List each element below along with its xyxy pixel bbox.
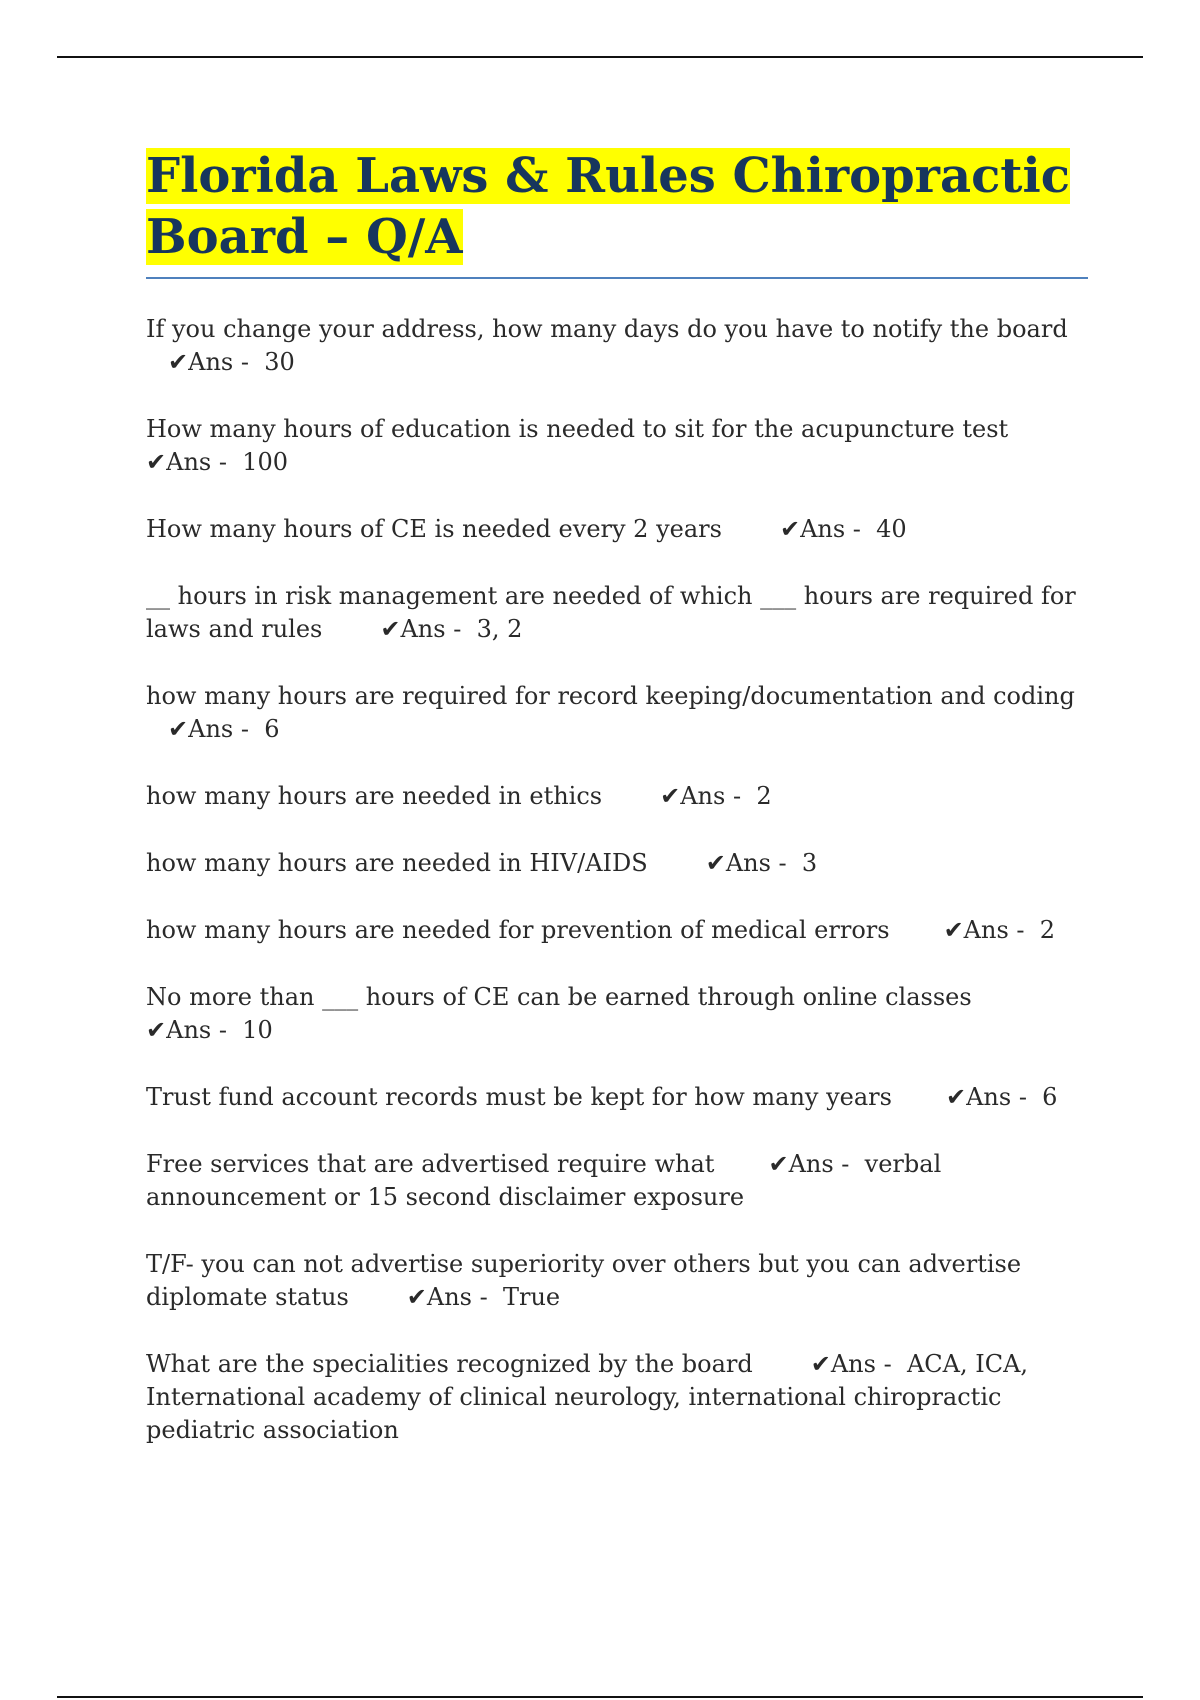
question-text: how many hours are required for record keeping/documentation and coding	[146, 682, 1075, 710]
question-text: __ hours in risk management are needed of which ___ hours are required for laws and rules	[146, 582, 1076, 643]
answer-text: ✔Ans - 30	[168, 348, 295, 376]
question-text: how many hours are needed in HIV/AIDS	[146, 849, 648, 877]
qa-item	[146, 513, 1088, 546]
qa-item	[146, 914, 1088, 947]
answer-text: ✔Ans - 2	[660, 782, 772, 810]
answer-text: ✔Ans - 3, 2	[380, 615, 523, 643]
answer-text: ✔Ans - verbal announcement or 15 second disclaimer exposure	[146, 1150, 949, 1211]
qa-item	[146, 580, 1088, 646]
answer-text: ✔Ans - 40	[779, 515, 907, 543]
qa-item	[146, 680, 1088, 746]
question-text: how many hours are needed for prevention of medical errors	[146, 916, 890, 944]
qa-item	[146, 313, 1088, 379]
page-title	[146, 146, 1088, 268]
answer-text: ✔Ans - 3	[705, 849, 818, 877]
question-text: What are the specialities recognized by the board	[146, 1350, 753, 1378]
qa-item	[146, 413, 1088, 479]
answer-text: ✔Ans - 6	[168, 715, 280, 743]
answer-text: ✔Ans - 2	[943, 916, 1056, 944]
top-rule	[57, 56, 1143, 58]
title-highlight: Florida Laws & Rules Chiropractic Board – Q/A	[146, 148, 1070, 265]
answer-text: ✔Ans - True	[406, 1283, 561, 1311]
bottom-rule	[57, 1696, 1143, 1698]
question-text: Trust fund account records must be kept for how many years	[146, 1083, 892, 1111]
question-text: If you change your address, how many days do you have to notify the board	[146, 315, 1068, 343]
answer-text: ✔Ans - 100	[146, 448, 289, 476]
qa-item	[146, 1348, 1088, 1447]
qa-item	[146, 1081, 1088, 1114]
qa-item	[146, 1248, 1088, 1314]
question-text: How many hours of CE is needed every 2 years	[146, 515, 722, 543]
document-body	[146, 146, 1088, 1481]
question-text: T/F- you can not advertise superiority over others but you can advertise diplomate status	[146, 1250, 1022, 1311]
qa-item	[146, 1148, 1088, 1214]
question-text: how many hours are needed in ethics	[146, 782, 603, 810]
qa-item	[146, 780, 1088, 813]
title-underline	[146, 277, 1088, 279]
qa-item	[146, 981, 1088, 1047]
qa-item	[146, 847, 1088, 880]
answer-text: ✔Ans - ACA, ICA, International academy of clinical neurology, international chiropractic pediatric association	[146, 1350, 1036, 1444]
question-text: Free services that are advertised require what	[146, 1150, 715, 1178]
question-text: How many hours of education is needed to sit for the acupuncture test	[146, 415, 1009, 443]
answer-text: ✔Ans - 10	[146, 1016, 273, 1044]
question-text: No more than ___ hours of CE can be earned through online classes	[146, 983, 972, 1011]
answer-text: ✔Ans - 6	[945, 1083, 1058, 1111]
